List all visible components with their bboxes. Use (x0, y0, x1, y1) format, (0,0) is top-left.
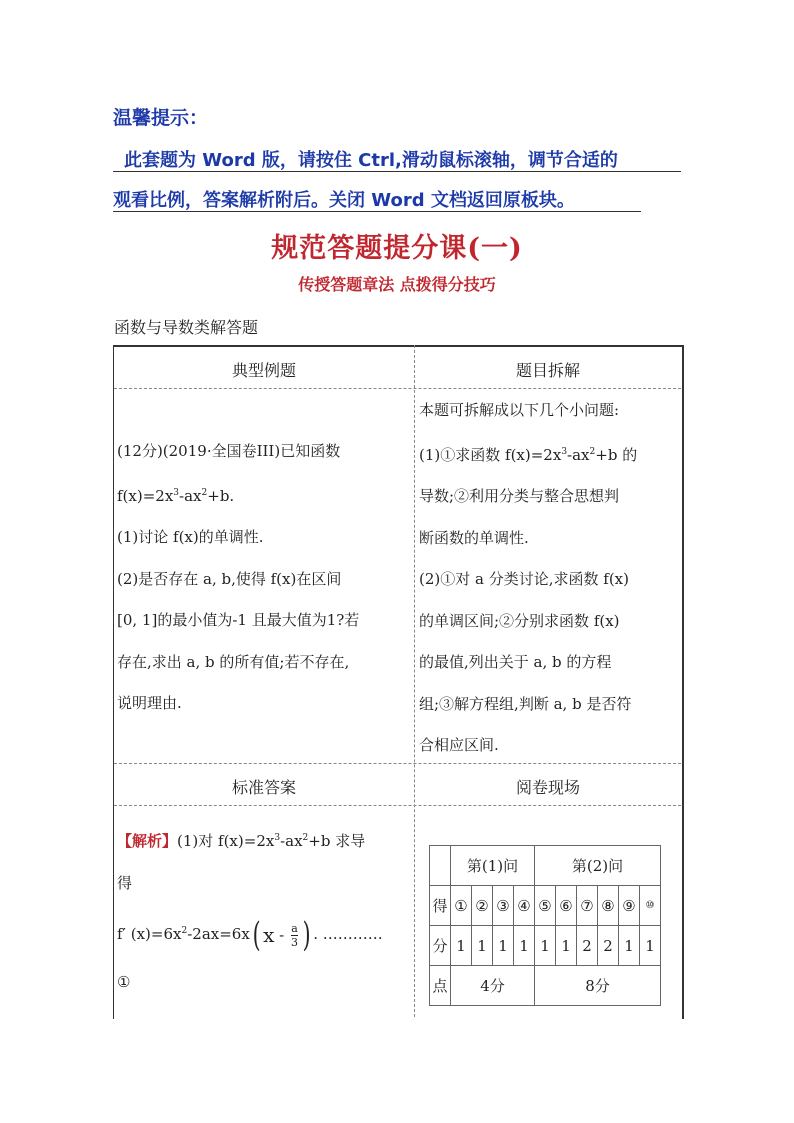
example-line: (12分)(2019·全国卷III)已知函数 (117, 442, 341, 460)
point-score: 2 (577, 926, 598, 966)
breakdown-line: 断函数的单调性. (419, 528, 529, 547)
main-title: 规范答题提分课(一) (271, 233, 523, 264)
point-score: 1 (451, 926, 472, 966)
breakdown-line: 的最值,列出关于 a, b 的方程 (419, 653, 612, 671)
header-breakdown: 题目拆解 (515, 361, 580, 380)
breakdown-line: 本题可拆解成以下几个小问题: (419, 401, 620, 419)
row-label: 得 (430, 886, 451, 926)
breakdown-line: 组;③解方程组,判断 a, b 是否符 (419, 694, 632, 713)
point-marker: ① (451, 886, 472, 926)
point-score: 1 (472, 926, 493, 966)
breakdown-line: 的单调区间;②分别求函数 f(x) (419, 611, 620, 630)
header-answer: 标准答案 (231, 778, 296, 797)
point-marker: ⑦ (577, 886, 598, 926)
breakdown-line: (1)①求函数 $f(x)=2x^3-ax^2+b$ 的 (419, 445, 638, 464)
header-grading: 阅卷现场 (515, 778, 580, 797)
section-title: 函数与导数类解答题 (114, 318, 259, 337)
row-divider-3 (114, 805, 681, 806)
point-marker: ⑥ (556, 886, 577, 926)
corner-cell (430, 846, 451, 886)
breakdown-line: 导数;②利用分类与整合思想判 (419, 487, 620, 505)
example-line: (2)是否存在 a, b,使得 f(x)在区间 (117, 569, 342, 588)
point-score: 1 (640, 926, 661, 966)
example-problem (117, 431, 359, 725)
example-line: (1)讨论 f(x)的单调性. (117, 528, 264, 546)
example-line: 存在,求出 a, b 的所有值;若不存在, (117, 652, 350, 671)
point-score: 1 (556, 926, 577, 966)
tip-title: 温馨提示： (113, 107, 209, 129)
tip-underline-2 (113, 211, 641, 212)
answer-line: 得 (117, 873, 133, 892)
row-label: 点 (430, 966, 451, 1006)
point-score: 1 (535, 926, 556, 966)
sub-title: 传授答题章法 点拨得分技巧 (298, 275, 496, 294)
point-marker: ⑧ (598, 886, 619, 926)
answer-line: 【解析】(1)对 $f(x)=2x^3-ax^2+b$ 求导 (117, 832, 366, 850)
point-score: 2 (598, 926, 619, 966)
point-score: 1 (619, 926, 640, 966)
column-divider (414, 345, 415, 1017)
fraction-a-over-3: $\frac{a}{3}$ (290, 921, 298, 949)
analysis-tag: 【解析】 (117, 832, 178, 850)
tip-line-2: 观看比例，答案解析附后。关闭 Word 文档返回原板块。 (113, 190, 575, 211)
point-marker: ② (472, 886, 493, 926)
problem-breakdown (419, 390, 637, 767)
standard-answer (117, 818, 365, 904)
point-marker: ⑨ (619, 886, 640, 926)
point-marker: ④ (514, 886, 535, 926)
point-score: 1 (493, 926, 514, 966)
example-line: 说明理由. (117, 694, 182, 712)
tip-underline-1 (113, 171, 681, 172)
breakdown-line: (2)①对 a 分类讨论,求函数 f(x) (419, 570, 629, 588)
total-q2: 8分 (535, 966, 661, 1006)
header-q1: 第(1)问 (451, 846, 535, 886)
derivative-formula: f′ $(x)=6x^2-2ax=6x$( x - $\frac{a}{3}$ ) . ………… (117, 915, 383, 955)
header-q2: 第(2)问 (535, 846, 661, 886)
point-marker: ③ (493, 886, 514, 926)
point-marker: ⑩ (640, 886, 661, 926)
row-divider-1 (114, 388, 681, 389)
answer-step-marker: ① (117, 973, 131, 991)
example-line: [0, 1]的最小值为-1 且最大值为1?若 (117, 611, 360, 629)
tip-line-1: 此套题为 Word 版，请按住 Ctrl,滑动鼠标滚轴，调节合适的 (124, 150, 618, 171)
row-label: 分 (430, 926, 451, 966)
example-function: $f(x)=2x^3-ax^2+b$. (117, 486, 235, 505)
breakdown-line: 合相应区间. (419, 736, 499, 754)
total-q1: 4分 (451, 966, 535, 1006)
grading-table (429, 845, 661, 1006)
point-score: 1 (514, 926, 535, 966)
header-example: 典型例题 (231, 361, 296, 380)
point-marker: ⑤ (535, 886, 556, 926)
